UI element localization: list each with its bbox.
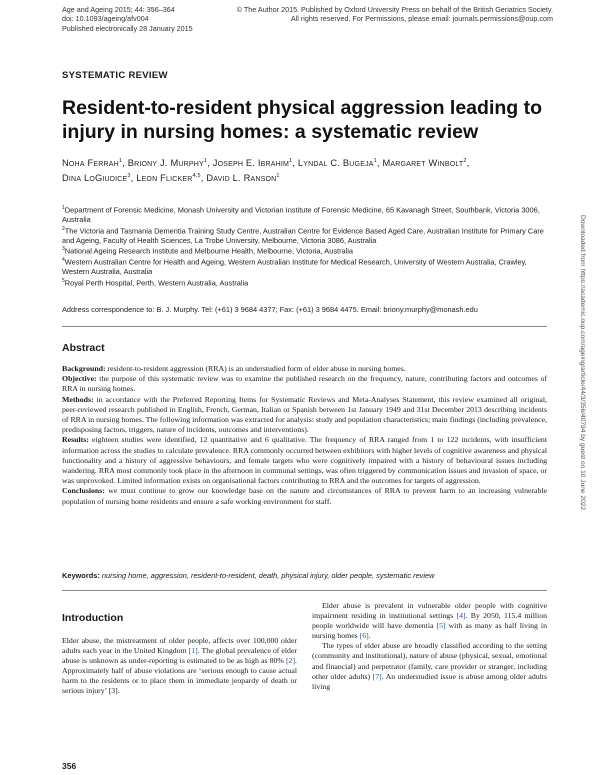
page-number: 356: [62, 761, 77, 771]
citation-link[interactable]: [4]: [456, 611, 466, 621]
download-note: Downloaded from https://academic.oup.com/ageing/article/44/3/356/40794 by guest on 10 June 2022: [579, 215, 586, 511]
download-watermark: [576, 215, 586, 645]
journal-citation: Age and Ageing 2015; 44: 356–364: [62, 5, 175, 14]
author[interactable]: Joseph E. Ibrahim$^1$,: [212, 158, 298, 169]
citation-link[interactable]: [5]: [436, 621, 446, 631]
journal-header-right: [237, 5, 553, 24]
body-column-left: [62, 636, 297, 697]
affiliation-list: [62, 204, 547, 288]
keywords-value: nursing home, aggression, resident-to-resident, death, physical injury, older people, systematic review: [101, 571, 435, 580]
affiliation: $^2$The Victoria and Tasmania Dementia Training Study Centre, Australian Centre for Evidence Based Aged Care, Australian Institute for Primary Care and Ageing, Faculty of Health Sciences, La Trobe University, Melbourne, Victoria 3086, Australia: [62, 225, 544, 245]
permissions-line: All rights reserved. For Permissions, please email: journals.permissions@oup.com: [290, 14, 553, 24]
published-date: Published electronically 28 January 2015: [62, 23, 193, 33]
affiliation: $^3$National Ageing Research Institute and Melbourne Health, Melbourne, Victoria, Australia: [62, 246, 354, 256]
section-label: SYSTEMATIC REVIEW: [62, 70, 168, 81]
correspondence-address: Address correspondence to: B. J. Murphy. Tel: (+61) 3 9684 4377; Fax: (+61) 3 9684 4475. Email: briony.murphy@monash.edu: [62, 305, 478, 314]
divider: [62, 590, 547, 591]
author[interactable]: Dina LoGiudice$^3$,: [62, 173, 137, 184]
affiliation: $^4$Western Australian Centre for Health and Ageing, Western Australian Institute for Medical Research, University of Western Australia, Crawley, Western Australia, Australia: [62, 257, 527, 277]
paragraph: The types of elder abuse are broadly classified according to the setting (community and institutional), nature of abuse (physical, sexual, emotional and financial) and perpetrator (family, care provider or stranger, including other older adults) [7]. An understudied issue is abuse among older adults living: [312, 641, 547, 691]
author[interactable]: Margaret Winbolt$^2$,: [382, 158, 470, 169]
author[interactable]: Noha Ferrah$^1$,: [62, 158, 128, 169]
paragraph: Elder abuse, the mistreatment of older people, affects over 100,000 older adults each year in the United Kingdom [1]. The global prevalence of elder abuse is unknown as under-reporting is estimated to be as high as 80% [2]. Approximately half of abuse violations are ‘serious enough to cause actual harm to the residents or to place them in immediate jeopardy of death or serious injury’ [3].: [62, 636, 297, 696]
abstract-body: [62, 364, 547, 507]
doi[interactable]: doi: 10.1093/ageing/afv004: [62, 14, 149, 24]
author[interactable]: Leon Flicker$^{4,5}$,: [136, 173, 207, 184]
author[interactable]: Briony J. Murphy$^1$,: [127, 158, 213, 169]
introduction-heading: Introduction: [62, 612, 124, 624]
journal-header-left: [62, 5, 193, 33]
abstract-conclusions: Conclusions: we must continue to grow our knowledge base on the nature and circumstances of RRA to prevent harm to an increasing vulnerable population of nursing home residents and ensure a safe working environment for staff.: [62, 486, 548, 506]
abstract-methods: Methods: in accordance with the Preferred Reporting Items for Systematic Reviews and Meta-Analyses Statement, this review examined all original, peer-reviewed research published in English, French, German, Italian or Spanish between 1st January 1949 and 31st December 2013 describing incidents of RRA in nursing homes. The following information was extracted for analysis: study and population characteristics; main findings (including prevalence, predisposing factors, triggers, nature of incidents, outcomes and interventions).: [62, 394, 547, 435]
citation-link[interactable]: [6]: [359, 631, 369, 641]
citation-link[interactable]: [2]: [285, 656, 296, 666]
affiliation: $^1$Department of Forensic Medicine, Monash University and Victorian Institute of Forensic Medicine, 65 Kavanagh Street, Southbank, Victoria 3006, Australia: [62, 205, 540, 225]
abstract-objective: Objective: the purpose of this systematic review was to examine the published research on the frequency, nature, contributing factors and outcomes of RRA in nursing homes.: [62, 374, 547, 394]
keywords-label: Keywords:: [62, 571, 100, 580]
affiliation: $^5$Royal Perth Hospital, Perth, Western Australia, Australia: [62, 278, 249, 288]
article-title: Resident-to-resident physical aggression leading to injury in nursing homes: a systematic review: [62, 97, 543, 143]
abstract-results: Results: eighteen studies were identified, 12 quantitative and 6 qualitative. The frequency of RRA ranged from 1 to 122 incidents, with insufficient information across the studies to calculate prevalence. RRA commonly occurred between exhibitors with higher levels of cognitive awareness and physical functionality and a history of aggressive behaviours, and female targets who were cognitively impaired with a history of behavioural issues including wandering. RRA most commonly took place in the afternoon in communal settings, was often triggered by communication issues and invasion of space, or was unprovoked. Limited information exists on organisational factors contributing to RRA and the outcomes for targets of aggression.: [62, 435, 547, 486]
abstract-heading: Abstract: [62, 342, 105, 354]
paragraph: Elder abuse is prevalent in vulnerable older people with cognitive impairment residing in institutional settings [4]. By 2050, 115.4 million people worldwide will have dementia [5] with as many as half living in nursing homes [6].: [312, 601, 547, 641]
author-list: [62, 155, 542, 185]
abstract-background: Background: resident-to-resident aggression (RRA) is an understudied form of elder abuse in nursing homes.: [62, 364, 406, 373]
author[interactable]: David L. Ranson$^1$: [206, 173, 280, 184]
copyright-line: © The Author 2015. Published by Oxford University Press on behalf of the British Geriatrics Society.: [236, 5, 553, 14]
keywords: [62, 571, 547, 580]
divider: [62, 326, 547, 327]
citation-link[interactable]: [1]: [188, 646, 198, 656]
body-column-right: [312, 601, 547, 692]
citation-link[interactable]: [7]: [372, 671, 382, 681]
author[interactable]: Lyndal C. Bugeja$^1$,: [297, 158, 383, 169]
